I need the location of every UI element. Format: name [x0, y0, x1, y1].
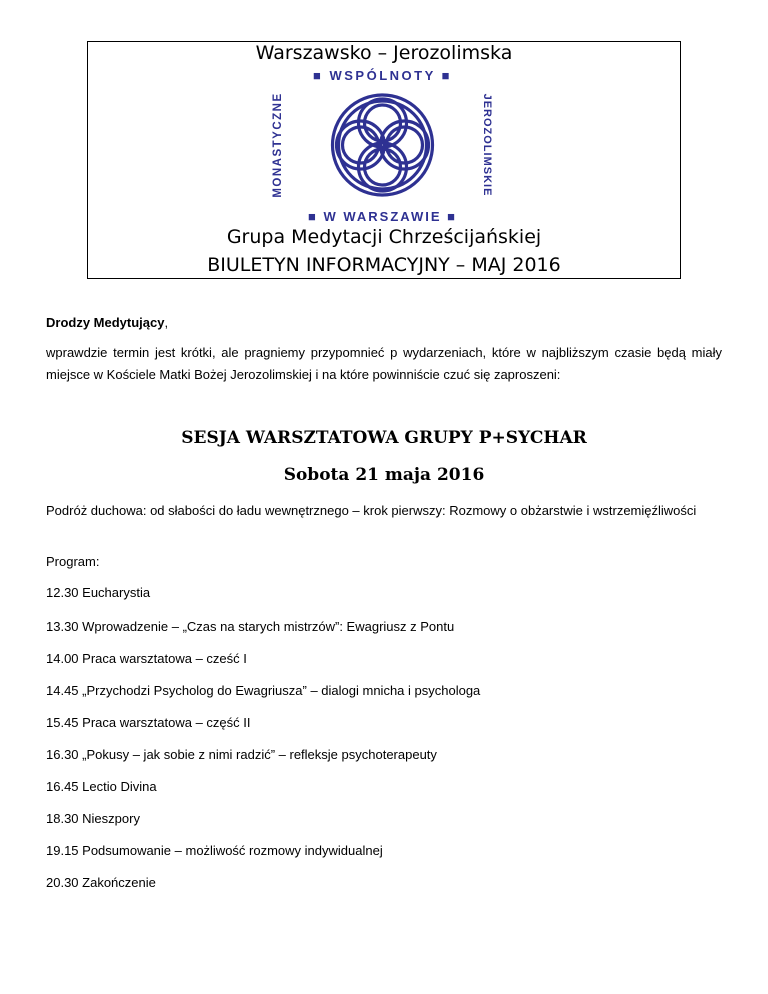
program-label: Program: [46, 554, 100, 569]
logo-left-text: MONASTYCZNE [272, 92, 284, 198]
logo-top-text: ■ WSPÓLNOTY ■ [313, 68, 452, 83]
program-item: 12.30 Eucharystia [46, 585, 151, 600]
program-item: 14.00 Praca warsztatowa – cześć I [46, 651, 247, 666]
program-item: 19.15 Podsumowanie – możliwość rozmowy indywidualnej [46, 843, 383, 858]
program-item: 15.45 Praca warsztatowa – część II [46, 715, 251, 730]
program-item: 16.45 Lectio Divina [46, 779, 157, 794]
header-title: Warszawsko – Jerozolimska [255, 42, 513, 64]
intro-paragraph: wprawdzie termin jest krótki, ale pragniemy przypomnieć p wydarzeniach, które w najbliższym czasie będą miały miejsce w Kościele Matki Bożej Jerozolimskiej i na które powinniście czuć się zaproszeni: [46, 345, 722, 382]
program-item: 16.30 „Pokusy – jak sobie z nimi radzić” – refleksje psychoterapeuty [46, 747, 437, 762]
program-item: 20.30 Zakończenie [46, 875, 156, 890]
community-logo [269, 67, 496, 224]
program-item: 13.30 Wprowadzenie – „Czas na starych mistrzów”: Ewagriusz z Pontu [46, 619, 455, 634]
program-item: 18.30 Nieszpory [46, 811, 140, 826]
logo-bottom-text: ■ W WARSZAWIE ■ [308, 209, 457, 224]
logo-right-text: JEROZOLIMSKIE [481, 93, 493, 197]
event-theme: Podróż duchowa: od słabości do ładu wewnętrznego – krok pierwszy: Rozmowy o obżarstwie i wstrzemięźliwości [46, 503, 697, 518]
program-item: 14.45 „Przychodzi Psycholog do Ewagriusza” – dialogi mnicha i psychologa [46, 683, 481, 698]
greeting: Drodzy Medytujący, [46, 315, 169, 330]
header-subtitle: Grupa Medytacji Chrześcijańskiej [226, 226, 542, 248]
bulletin-title: BIULETYN INFORMACYJNY – MAJ 2016 [207, 254, 561, 276]
logo-knot-icon [333, 95, 433, 195]
event-date: Sobota 21 maja 2016 [283, 465, 485, 485]
event-title: SESJA WARSZTATOWA GRUPY P+SYCHAR [181, 428, 587, 448]
